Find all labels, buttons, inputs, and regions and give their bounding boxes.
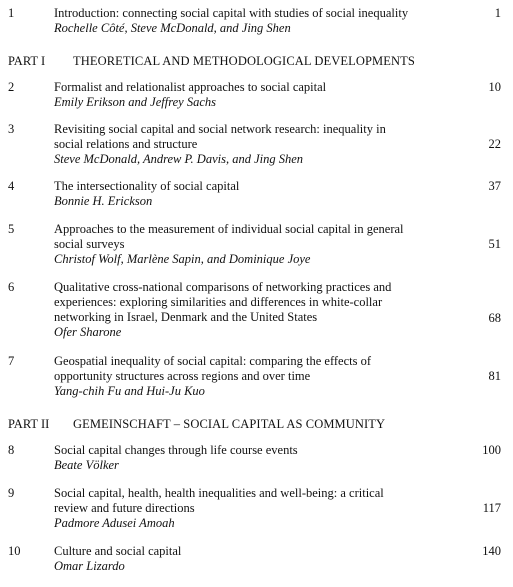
chapter-body <box>54 179 454 209</box>
chapter-page: 1 <box>494 6 501 20</box>
chapter-title: social relations and structure <box>54 137 198 151</box>
chapter-title: Revisiting social capital and social network research: inequality in <box>54 122 386 136</box>
chapter-title: social surveys <box>54 237 125 251</box>
chapter-title: Culture and social capital <box>54 544 182 558</box>
chapter-page: 22 <box>488 137 501 151</box>
chapter-title: Formalist and relationalist approaches to social capital <box>54 80 327 94</box>
chapter-authors: Beate Völker <box>54 458 119 472</box>
chapter-body <box>54 354 454 399</box>
chapter-number: 6 <box>8 280 15 294</box>
chapter-title: Introduction: connecting social capital with studies of social inequality <box>54 6 409 20</box>
chapter-authors: Omar Lizardo <box>54 559 125 573</box>
chapter-title: The intersectionality of social capital <box>54 179 240 193</box>
chapter-body <box>54 544 454 574</box>
chapter-authors: Yang-chih Fu and Hui-Ju Kuo <box>54 384 205 398</box>
chapter-authors: Steve McDonald, Andrew P. Davis, and Jing Shen <box>54 152 304 166</box>
chapter-authors: Padmore Adusei Amoah <box>54 516 175 530</box>
chapter-number: 4 <box>8 179 15 193</box>
chapter-body <box>54 122 454 167</box>
chapter-title: Geospatial inequality of social capital: comparing the effects of <box>54 354 372 368</box>
chapter-authors: Bonnie H. Erickson <box>54 194 153 208</box>
chapter-body <box>54 443 454 473</box>
chapter-number: 5 <box>8 222 15 236</box>
chapter-number: 1 <box>8 6 15 20</box>
chapter-authors: Emily Erikson and Jeffrey Sachs <box>54 95 216 109</box>
chapter-page: 140 <box>482 544 501 558</box>
chapter-title: Social capital, health, health inequalities and well-being: a critical <box>54 486 384 500</box>
chapter-number: 2 <box>8 80 15 94</box>
chapter-page: 117 <box>482 501 501 515</box>
chapter-title: Social capital changes through life course events <box>54 443 298 457</box>
chapter-page: 68 <box>488 311 501 325</box>
chapter-title: opportunity structures across regions and over time <box>54 369 311 383</box>
chapter-body <box>54 486 454 531</box>
part-label: PART II <box>8 417 50 431</box>
chapter-body <box>54 6 454 36</box>
chapter-page: 37 <box>488 179 501 193</box>
chapter-number: 7 <box>8 354 15 368</box>
chapter-page: 51 <box>488 237 501 251</box>
chapter-number: 3 <box>8 122 15 136</box>
chapter-title: networking in Israel, Denmark and the United States <box>54 310 318 324</box>
chapter-title: Approaches to the measurement of individual social capital in general <box>54 222 404 236</box>
part-title: GEMEINSCHAFT – SOCIAL CAPITAL AS COMMUNITY <box>73 417 386 431</box>
chapter-page: 100 <box>482 443 501 457</box>
chapter-body <box>54 80 454 110</box>
chapter-page: 81 <box>488 369 501 383</box>
chapter-title: experiences: exploring similarities and differences in white-collar <box>54 295 383 309</box>
chapter-authors: Ofer Sharone <box>54 325 122 339</box>
chapter-number: 8 <box>8 443 15 457</box>
chapter-authors: Christof Wolf, Marlène Sapin, and Dominique Joye <box>54 252 311 266</box>
chapter-page: 10 <box>488 80 501 94</box>
chapter-number: 10 <box>8 544 21 558</box>
chapter-number: 9 <box>8 486 15 500</box>
chapter-body <box>54 280 454 340</box>
part-label: PART I <box>8 54 46 68</box>
chapter-title: Qualitative cross-national comparisons of networking practices and <box>54 280 392 294</box>
chapter-authors: Rochelle Côté, Steve McDonald, and Jing Shen <box>54 21 291 35</box>
chapter-body <box>54 222 454 267</box>
part-title: THEORETICAL AND METHODOLOGICAL DEVELOPMENTS <box>73 54 415 68</box>
chapter-title: review and future directions <box>54 501 195 515</box>
